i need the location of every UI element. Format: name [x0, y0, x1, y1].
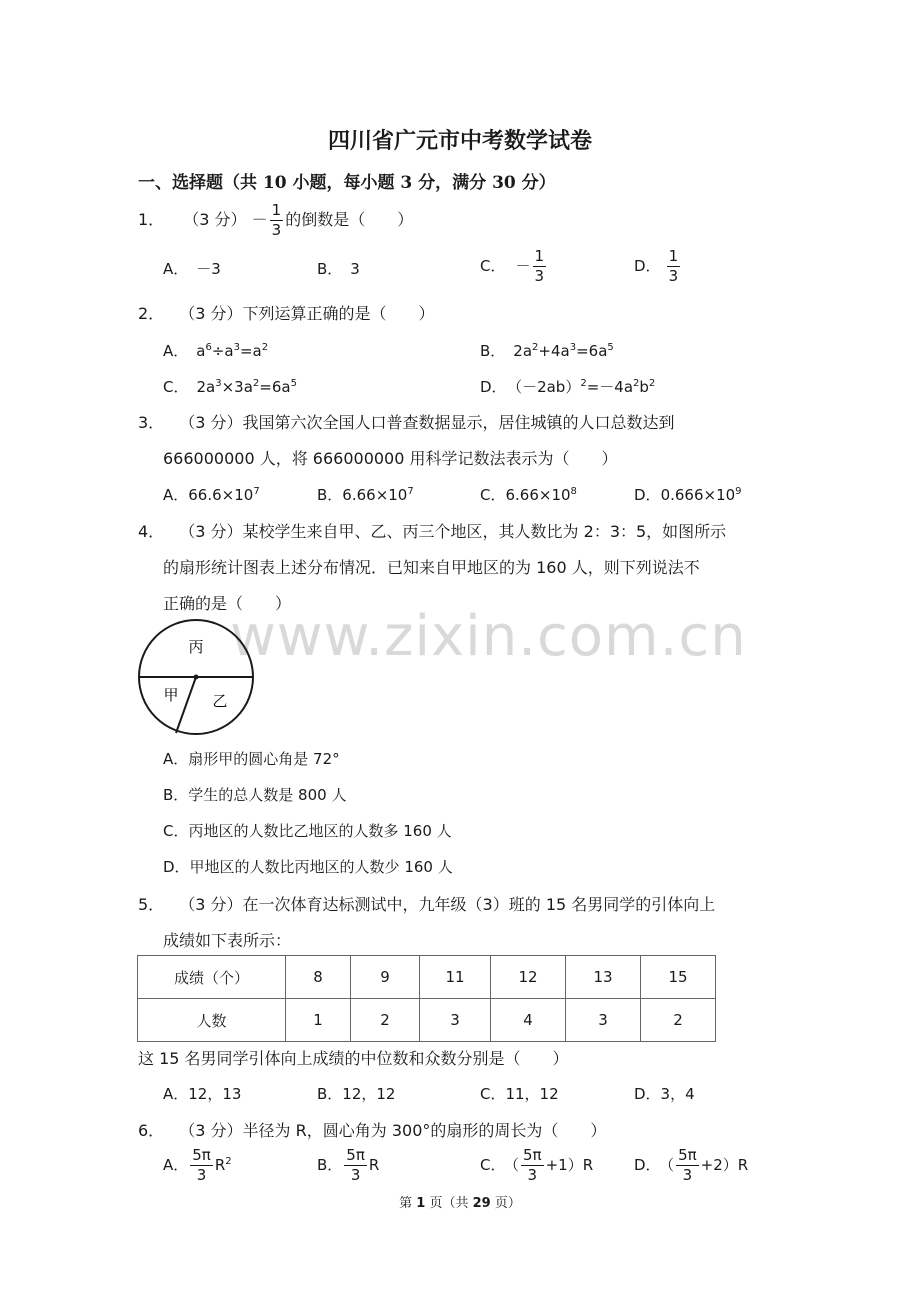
option-a[interactable]: A． $\frac{5\pi}{3}$ $R^2$: [163, 1146, 232, 1184]
pie-divider: [176, 677, 196, 733]
table-cell: 2: [351, 999, 420, 1042]
question-text: （3 分）半径为 R，圆心角为 300°的扇形的周长为（ ）: [179, 1121, 607, 1140]
question-1-stem: [138, 203, 413, 238]
pie-diagram: [134, 618, 260, 738]
option-d[interactable]: D．3，4: [634, 1085, 695, 1103]
minus-sign: －: [251, 210, 268, 229]
pie-label-jia: 甲: [163, 686, 179, 704]
option-d[interactable]: D．$0.666\times 10^9$: [634, 486, 742, 504]
question-3-stem: [138, 410, 675, 433]
option-c[interactable]: C． － $\frac{1}{3}$: [480, 247, 545, 285]
score-table: [137, 955, 716, 1042]
question-3-continued: 666000000 人，将 666000000 用科学记数法表示为（ ）: [163, 449, 618, 468]
page-total: 29: [472, 1196, 491, 1211]
option-a[interactable]: A．$66.6\times 10^7$: [163, 486, 260, 504]
question-number: 5．: [138, 895, 165, 914]
option-b[interactable]: B．$6.66\times 10^7$: [317, 486, 414, 504]
question-4-continued: 的扇形统计图表上述分布情况．已知来自甲地区的为 160 人，则下列说法不: [163, 558, 700, 577]
fraction: $\frac{1}{3}$: [271, 201, 282, 239]
question-number: 1．: [138, 210, 165, 229]
option-d[interactable]: D． $(-2ab)^2=-4a^2b^2$: [480, 378, 656, 396]
table-row: [138, 956, 716, 999]
option-b[interactable]: B． 3: [317, 260, 360, 278]
table-cell: 4: [491, 999, 566, 1042]
watermark: www.zixin.com.cn: [230, 604, 747, 669]
question-4-stem: [138, 519, 726, 542]
table-cell: 15: [641, 956, 716, 999]
table-row: [138, 999, 716, 1042]
question-text: （3 分）某校学生来自甲、乙、丙三个地区，其人数比为 2：3：5，如图所示: [179, 522, 727, 541]
option-a[interactable]: A．扇形甲的圆心角是 72°: [163, 750, 340, 768]
fraction: $\frac{5\pi}{3}$: [678, 1146, 697, 1184]
table-cell: 成绩（个）: [138, 956, 286, 999]
option-b[interactable]: B．12，12: [317, 1085, 396, 1103]
option-c[interactable]: C．丙地区的人数比乙地区的人数多 160 人: [163, 822, 452, 840]
fraction: $\frac{5\pi}{3}$: [346, 1146, 365, 1184]
option-b[interactable]: B． $\frac{5\pi}{3}$ R: [317, 1146, 380, 1184]
pie-center: [194, 675, 199, 680]
table-cell: 13: [566, 956, 641, 999]
table-cell: 8: [286, 956, 351, 999]
option-c[interactable]: C．$6.66\times 10^8$: [480, 486, 577, 504]
table-cell: 12: [491, 956, 566, 999]
question-text: （3 分）下列运算正确的是（ ）: [179, 304, 435, 323]
table-cell: 2: [641, 999, 716, 1042]
question-2-stem: [138, 301, 435, 324]
question-5-stem: [138, 892, 715, 915]
fraction: $\frac{5\pi}{3}$: [523, 1146, 542, 1184]
option-c[interactable]: C． $2a^3\times 3a^2=6a^5$: [163, 378, 297, 396]
section-heading: 一、选择题（共 10 小题，每小题 3 分，满分 30 分）: [138, 173, 556, 193]
question-number: 6．: [138, 1121, 165, 1140]
question-text: 的倒数是（ ）: [285, 210, 414, 229]
table-cell: 11: [420, 956, 491, 999]
question-6-stem: [138, 1118, 606, 1141]
option-d[interactable]: D．甲地区的人数比丙地区的人数少 160 人: [163, 858, 453, 876]
page-title: 四川省广元市中考数学试卷: [327, 128, 592, 154]
question-number: 4．: [138, 522, 165, 541]
option-a[interactable]: A．12，13: [163, 1085, 242, 1103]
fraction: $\frac{1}{3}$: [668, 247, 679, 285]
question-number: 3．: [138, 413, 165, 432]
option-a[interactable]: A． －3: [163, 260, 221, 278]
page-number: 1: [416, 1196, 426, 1211]
option-c[interactable]: C． （ $\frac{5\pi}{3}$ +1）R: [480, 1146, 594, 1184]
pie-label-bing: 丙: [188, 638, 204, 656]
question-5-continued: 成绩如下表所示：: [163, 931, 292, 950]
option-c[interactable]: C．11，12: [480, 1085, 559, 1103]
question-number: 2．: [138, 304, 165, 323]
table-cell: 人数: [138, 999, 286, 1042]
question-4-continued: 正确的是（ ）: [163, 594, 292, 613]
option-d[interactable]: D． $\frac{1}{3}$: [634, 247, 679, 285]
option-b[interactable]: B． $2a^2+4a^3=6a^5$: [480, 342, 614, 360]
option-a[interactable]: A． $a^6\div a^3=a^2$: [163, 342, 269, 360]
question-text: （3 分）我国第六次全国人口普查数据显示，居住城镇的人口总数达到: [179, 413, 675, 432]
option-b[interactable]: B．学生的总人数是 800 人: [163, 786, 347, 804]
fraction: $\frac{5\pi}{3}$: [192, 1146, 211, 1184]
table-cell: 9: [351, 956, 420, 999]
fraction: $\frac{1}{3}$: [534, 247, 545, 285]
question-5-follow-up: 这 15 名男同学引体向上成绩的中位数和众数分别是（ ）: [138, 1049, 569, 1068]
question-score: （3 分）: [183, 210, 247, 229]
pie-label-yi: 乙: [212, 692, 228, 710]
option-d[interactable]: D． （ $\frac{5\pi}{3}$ +2）R: [634, 1146, 749, 1184]
table-cell: 3: [566, 999, 641, 1042]
table-cell: 3: [420, 999, 491, 1042]
table-cell: 1: [286, 999, 351, 1042]
page-footer: 第 1 页（共 29 页）: [399, 1196, 521, 1211]
question-text: （3 分）在一次体育达标测试中，九年级（3）班的 15 名男同学的引体向上: [179, 895, 716, 914]
